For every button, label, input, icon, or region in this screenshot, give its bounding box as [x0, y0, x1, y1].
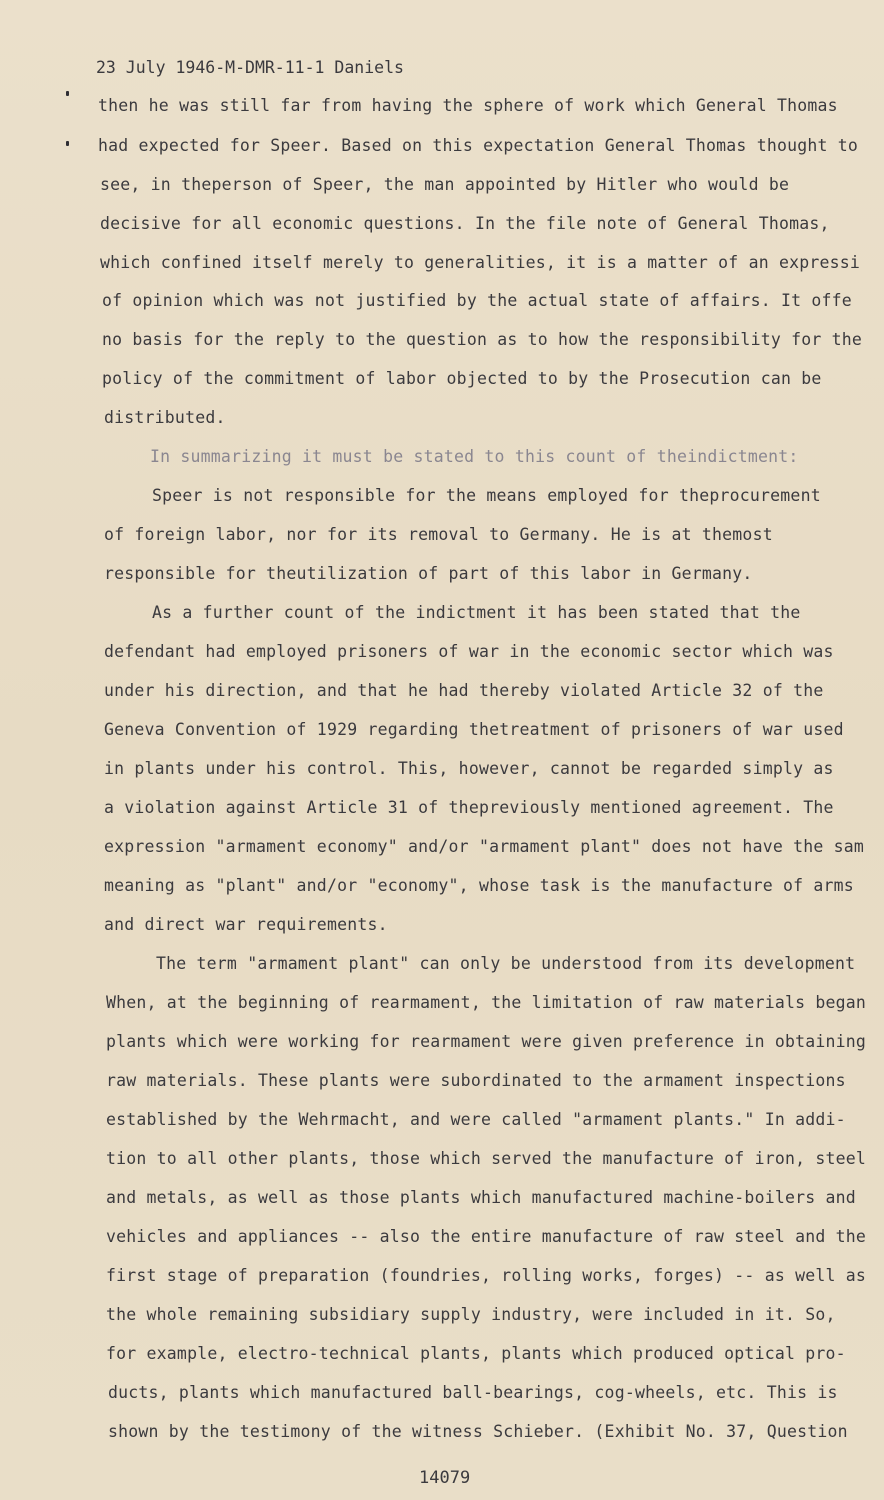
text-line: The term "armament plant" can only be understood from its development	[156, 954, 856, 973]
text-line: and direct war requirements.	[104, 915, 388, 934]
text-line: policy of the commitment of labor objected to by the Prosecution can be	[102, 369, 822, 388]
text-line: In summarizing it must be stated to this count of theindictment:	[150, 447, 799, 466]
text-line: plants which were working for rearmament were given preference in obtaining	[106, 1032, 867, 1051]
text-line: the whole remaining subsidiary supply industry, were included in it. So,	[106, 1305, 836, 1324]
text-line: As a further count of the indictment it has been stated that the	[152, 603, 801, 622]
text-line: then he was still far from having the sphere of work which General Thomas	[98, 96, 838, 115]
text-line: and metals, as well as those plants which manufactured machine-boilers and	[106, 1188, 856, 1207]
text-line: vehicles and appliances -- also the entire manufacture of raw steel and the	[106, 1227, 867, 1246]
text-line: for example, electro-technical plants, plants which produced optical pro-	[106, 1344, 846, 1363]
text-line: When, at the beginning of rearmament, the limitation of raw materials began	[106, 993, 867, 1012]
text-line: of foreign labor, nor for its removal to Germany. He is at themost	[104, 525, 773, 544]
text-line: ducts, plants which manufactured ball-bearings, cog-wheels, etc. This is	[108, 1383, 838, 1402]
punch-mark	[66, 91, 69, 96]
text-line: of opinion which was not justified by the actual state of affairs. It offe	[102, 291, 852, 310]
text-line: a violation against Article 31 of thepreviously mentioned agreement. The	[104, 798, 834, 817]
text-line: decisive for all economic questions. In the file note of General Thomas,	[100, 214, 830, 233]
text-line: raw materials. These plants were subordinated to the armament inspections	[106, 1071, 846, 1090]
text-line: had expected for Speer. Based on this expectation General Thomas thought to	[98, 136, 859, 155]
text-line: established by the Wehrmacht, and were called "armament plants." In addi-	[106, 1110, 846, 1129]
text-line: under his direction, and that he had thereby violated Article 32 of the	[104, 681, 824, 700]
text-line: shown by the testimony of the witness Schieber. (Exhibit No. 37, Question	[108, 1422, 848, 1441]
text-line: responsible for theutilization of part of this labor in Germany.	[104, 564, 753, 583]
text-line: meaning as "plant" and/or "economy", whose task is the manufacture of arms	[104, 876, 854, 895]
punch-mark	[66, 141, 69, 146]
text-line: tion to all other plants, those which served the manufacture of iron, steel	[106, 1149, 867, 1168]
text-line: expression "armament economy" and/or "armament plant" does not have the sam	[104, 837, 865, 856]
text-line: in plants under his control. This, however, cannot be regarded simply as	[104, 759, 834, 778]
text-line: defendant had employed prisoners of war in the economic sector which was	[104, 642, 834, 661]
text-line: Geneva Convention of 1929 regarding thetreatment of prisoners of war used	[104, 720, 844, 739]
text-line: see, in theperson of Speer, the man appointed by Hitler who would be	[100, 175, 790, 194]
page-header: 23 July 1946-M-DMR-11-1 Daniels	[96, 58, 404, 77]
text-line: no basis for the reply to the question as to how the responsibility for the	[102, 330, 863, 349]
text-line: Speer is not responsible for the means employed for theprocurement	[152, 486, 821, 505]
text-line: which confined itself merely to generalities, it is a matter of an expressi	[100, 253, 861, 272]
page-number: 14079	[419, 1468, 471, 1488]
text-line: first stage of preparation (foundries, rolling works, forges) -- as well as	[106, 1266, 867, 1285]
text-line: distributed.	[104, 408, 226, 427]
